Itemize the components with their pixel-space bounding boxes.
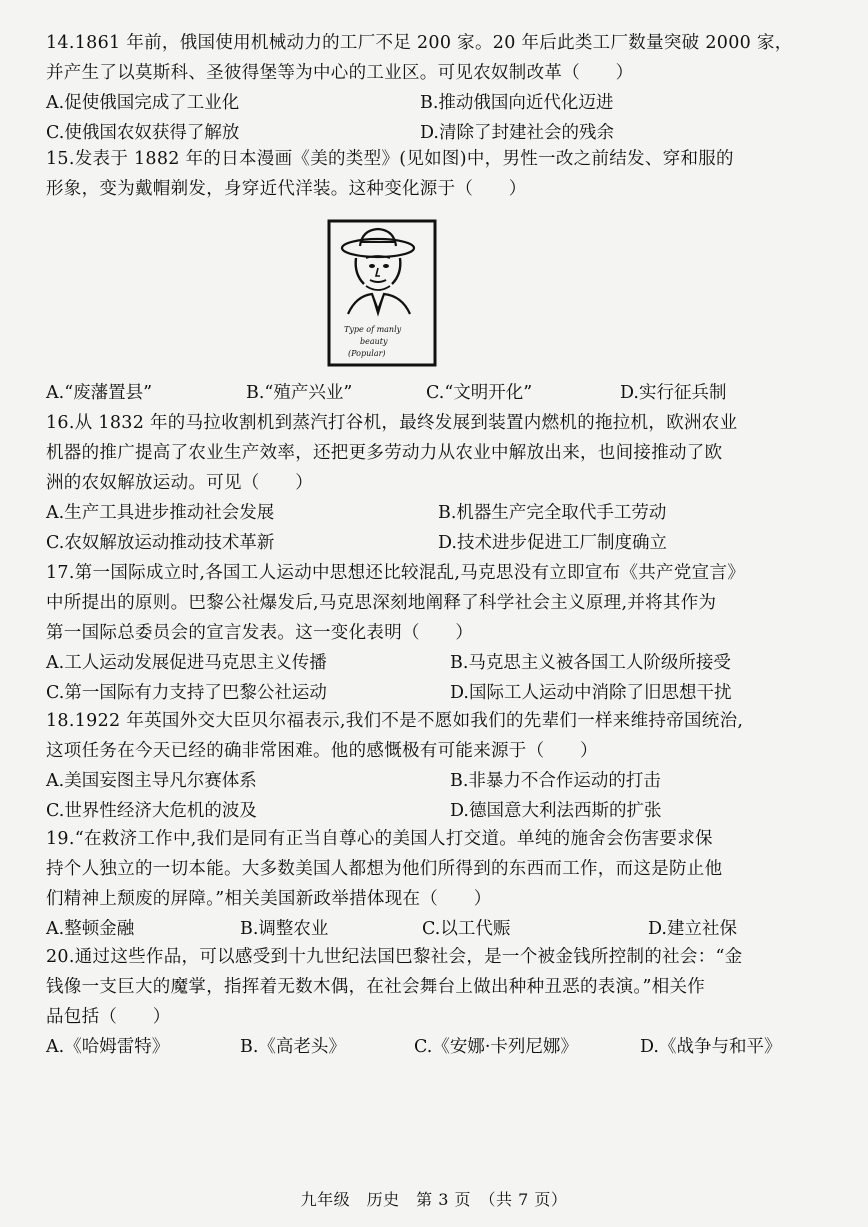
question-20 <box>46 942 836 1062</box>
question-stem-line: 第一国际总委员会的宣言发表。这一变化表明（ ） <box>46 623 474 643</box>
question-17 <box>46 558 836 708</box>
option-b[interactable]: B.推动俄国向近代化迈进 <box>420 93 614 113</box>
question-stem-line: 机器的推广提高了农业生产效率，还把更多劳动力从农业中解放出来，也间接推动了欧 <box>46 443 723 463</box>
question-stem-line: 形象，变为戴帽剃发，身穿近代洋装。这种变化源于（ ） <box>46 179 527 199</box>
options-row <box>46 528 836 558</box>
option-d[interactable]: D.德国意大利法西斯的扩张 <box>450 801 662 821</box>
option-c[interactable]: C.“文明开化” <box>426 383 533 403</box>
option-b[interactable]: B.“殖产兴业” <box>246 383 353 403</box>
option-b[interactable]: B.机器生产完全取代手工劳动 <box>438 503 667 523</box>
question-15-options <box>46 378 836 408</box>
question-stem-line: 15.发表于 1882 年的日本漫画《美的类型》(见如图)中，男性一改之前结发、穿和服的 <box>46 149 734 169</box>
cartoon-caption-line: (Popular) <box>348 349 386 358</box>
option-d[interactable]: D.技术进步促进工厂制度确立 <box>438 533 667 553</box>
question-16 <box>46 408 836 558</box>
option-d[interactable]: D.清除了封建社会的残余 <box>420 123 614 143</box>
question-stem-line: 品包括（ ） <box>46 1007 171 1027</box>
options-row <box>46 766 836 796</box>
question-stem-line: 20.通过这些作品，可以感受到十九世纪法国巴黎社会，是一个被金钱所控制的社会：“金 <box>46 947 743 967</box>
question-stem-line: 们精神上颓废的屏障。”相关美国新政举措体现在（ ） <box>46 889 492 909</box>
option-c[interactable]: C.使俄国农奴获得了解放 <box>46 123 240 143</box>
option-d[interactable]: D.国际工人运动中消除了旧思想干扰 <box>450 683 732 703</box>
option-d[interactable]: D.建立社保 <box>648 919 737 939</box>
option-c[interactable]: C.第一国际有力支持了巴黎公社运动 <box>46 683 327 703</box>
question-stem-line: 并产生了以莫斯科、圣彼得堡等为中心的工业区。可见农奴制改革（ ） <box>46 63 634 83</box>
option-c[interactable]: C.以工代赈 <box>422 919 511 939</box>
question-14 <box>46 28 836 148</box>
option-c[interactable]: C.世界性经济大危机的波及 <box>46 801 257 821</box>
option-b[interactable]: B.《高老头》 <box>240 1037 346 1057</box>
options-row <box>46 88 836 118</box>
question-stem-line: 洲的农奴解放运动。可见（ ） <box>46 473 313 493</box>
cartoon-caption-line: beauty <box>360 337 388 346</box>
question-stem-line: 这项任务在今天已经的确非常困难。他的感慨极有可能来源于（ ） <box>46 741 598 761</box>
question-18 <box>46 706 836 826</box>
option-a[interactable]: A.工人运动发展促进马克思主义传播 <box>46 653 327 673</box>
options-row <box>46 378 836 408</box>
option-b[interactable]: B.马克思主义被各国工人阶级所接受 <box>450 653 731 673</box>
option-c[interactable]: C.农奴解放运动推动技术革新 <box>46 533 275 553</box>
options-row <box>46 796 836 826</box>
option-a[interactable]: A.“废藩置县” <box>46 383 153 403</box>
question-15 <box>46 144 836 204</box>
cartoon-caption-line: Type of manly <box>344 325 402 334</box>
option-c[interactable]: C.《安娜·卡列尼娜》 <box>414 1037 578 1057</box>
options-row <box>46 914 836 944</box>
question-stem-line: 16.从 1832 年的马拉收割机到蒸汽打谷机，最终发展到装置内燃机的拖拉机，欧洲农业 <box>46 413 738 433</box>
options-row <box>46 498 836 528</box>
question-stem-line: 14.1861 年前，俄国使用机械动力的工厂不足 200 家。20 年后此类工厂数量突破 2000 家， <box>46 33 793 53</box>
question-stem-line: 中所提出的原则。巴黎公社爆发后,马克思深刻地阐释了科学社会主义原理,并将其作为 <box>46 593 717 613</box>
question-stem-line: 19.“在救济工作中,我们是同有正当自尊心的美国人打交道。单纯的施舍会伤害要求保 <box>46 829 713 849</box>
option-b[interactable]: B.调整农业 <box>240 919 329 939</box>
options-row <box>46 1032 836 1062</box>
option-a[interactable]: A.美国妄图主导凡尔赛体系 <box>46 771 257 791</box>
option-a[interactable]: A.生产工具进步推动社会发展 <box>46 503 275 523</box>
question-19 <box>46 824 836 944</box>
question-stem-line: 17.第一国际成立时,各国工人运动中思想还比较混乱,马克思没有立即宣布《共产党宣言》 <box>46 563 746 583</box>
option-a[interactable]: A.《哈姆雷特》 <box>46 1037 170 1057</box>
page-footer: 九年级 历史 第 3 页 （共 7 页） <box>300 1190 568 1209</box>
options-row <box>46 648 836 678</box>
options-row <box>46 678 836 708</box>
question-stem-line: 持个人独立的一切本能。大多数美国人都想为他们所得到的东西而工作，而这是防止他 <box>46 859 723 879</box>
option-d[interactable]: D.实行征兵制 <box>620 383 727 403</box>
option-a[interactable]: A.促使俄国完成了工业化 <box>46 93 240 113</box>
option-a[interactable]: A.整顿金融 <box>46 919 135 939</box>
question-stem-line: 钱像一支巨大的魔掌，指挥着无数木偶，在社会舞台上做出种种丑恶的表演。”相关作 <box>46 977 706 997</box>
cartoon-image <box>326 218 438 368</box>
option-d[interactable]: D.《战争与和平》 <box>640 1037 782 1057</box>
question-stem-line: 18.1922 年英国外交大臣贝尔福表示,我们不是不愿如我们的先辈们一样来维持帝国统治, <box>46 711 744 731</box>
option-b[interactable]: B.非暴力不合作运动的打击 <box>450 771 661 791</box>
